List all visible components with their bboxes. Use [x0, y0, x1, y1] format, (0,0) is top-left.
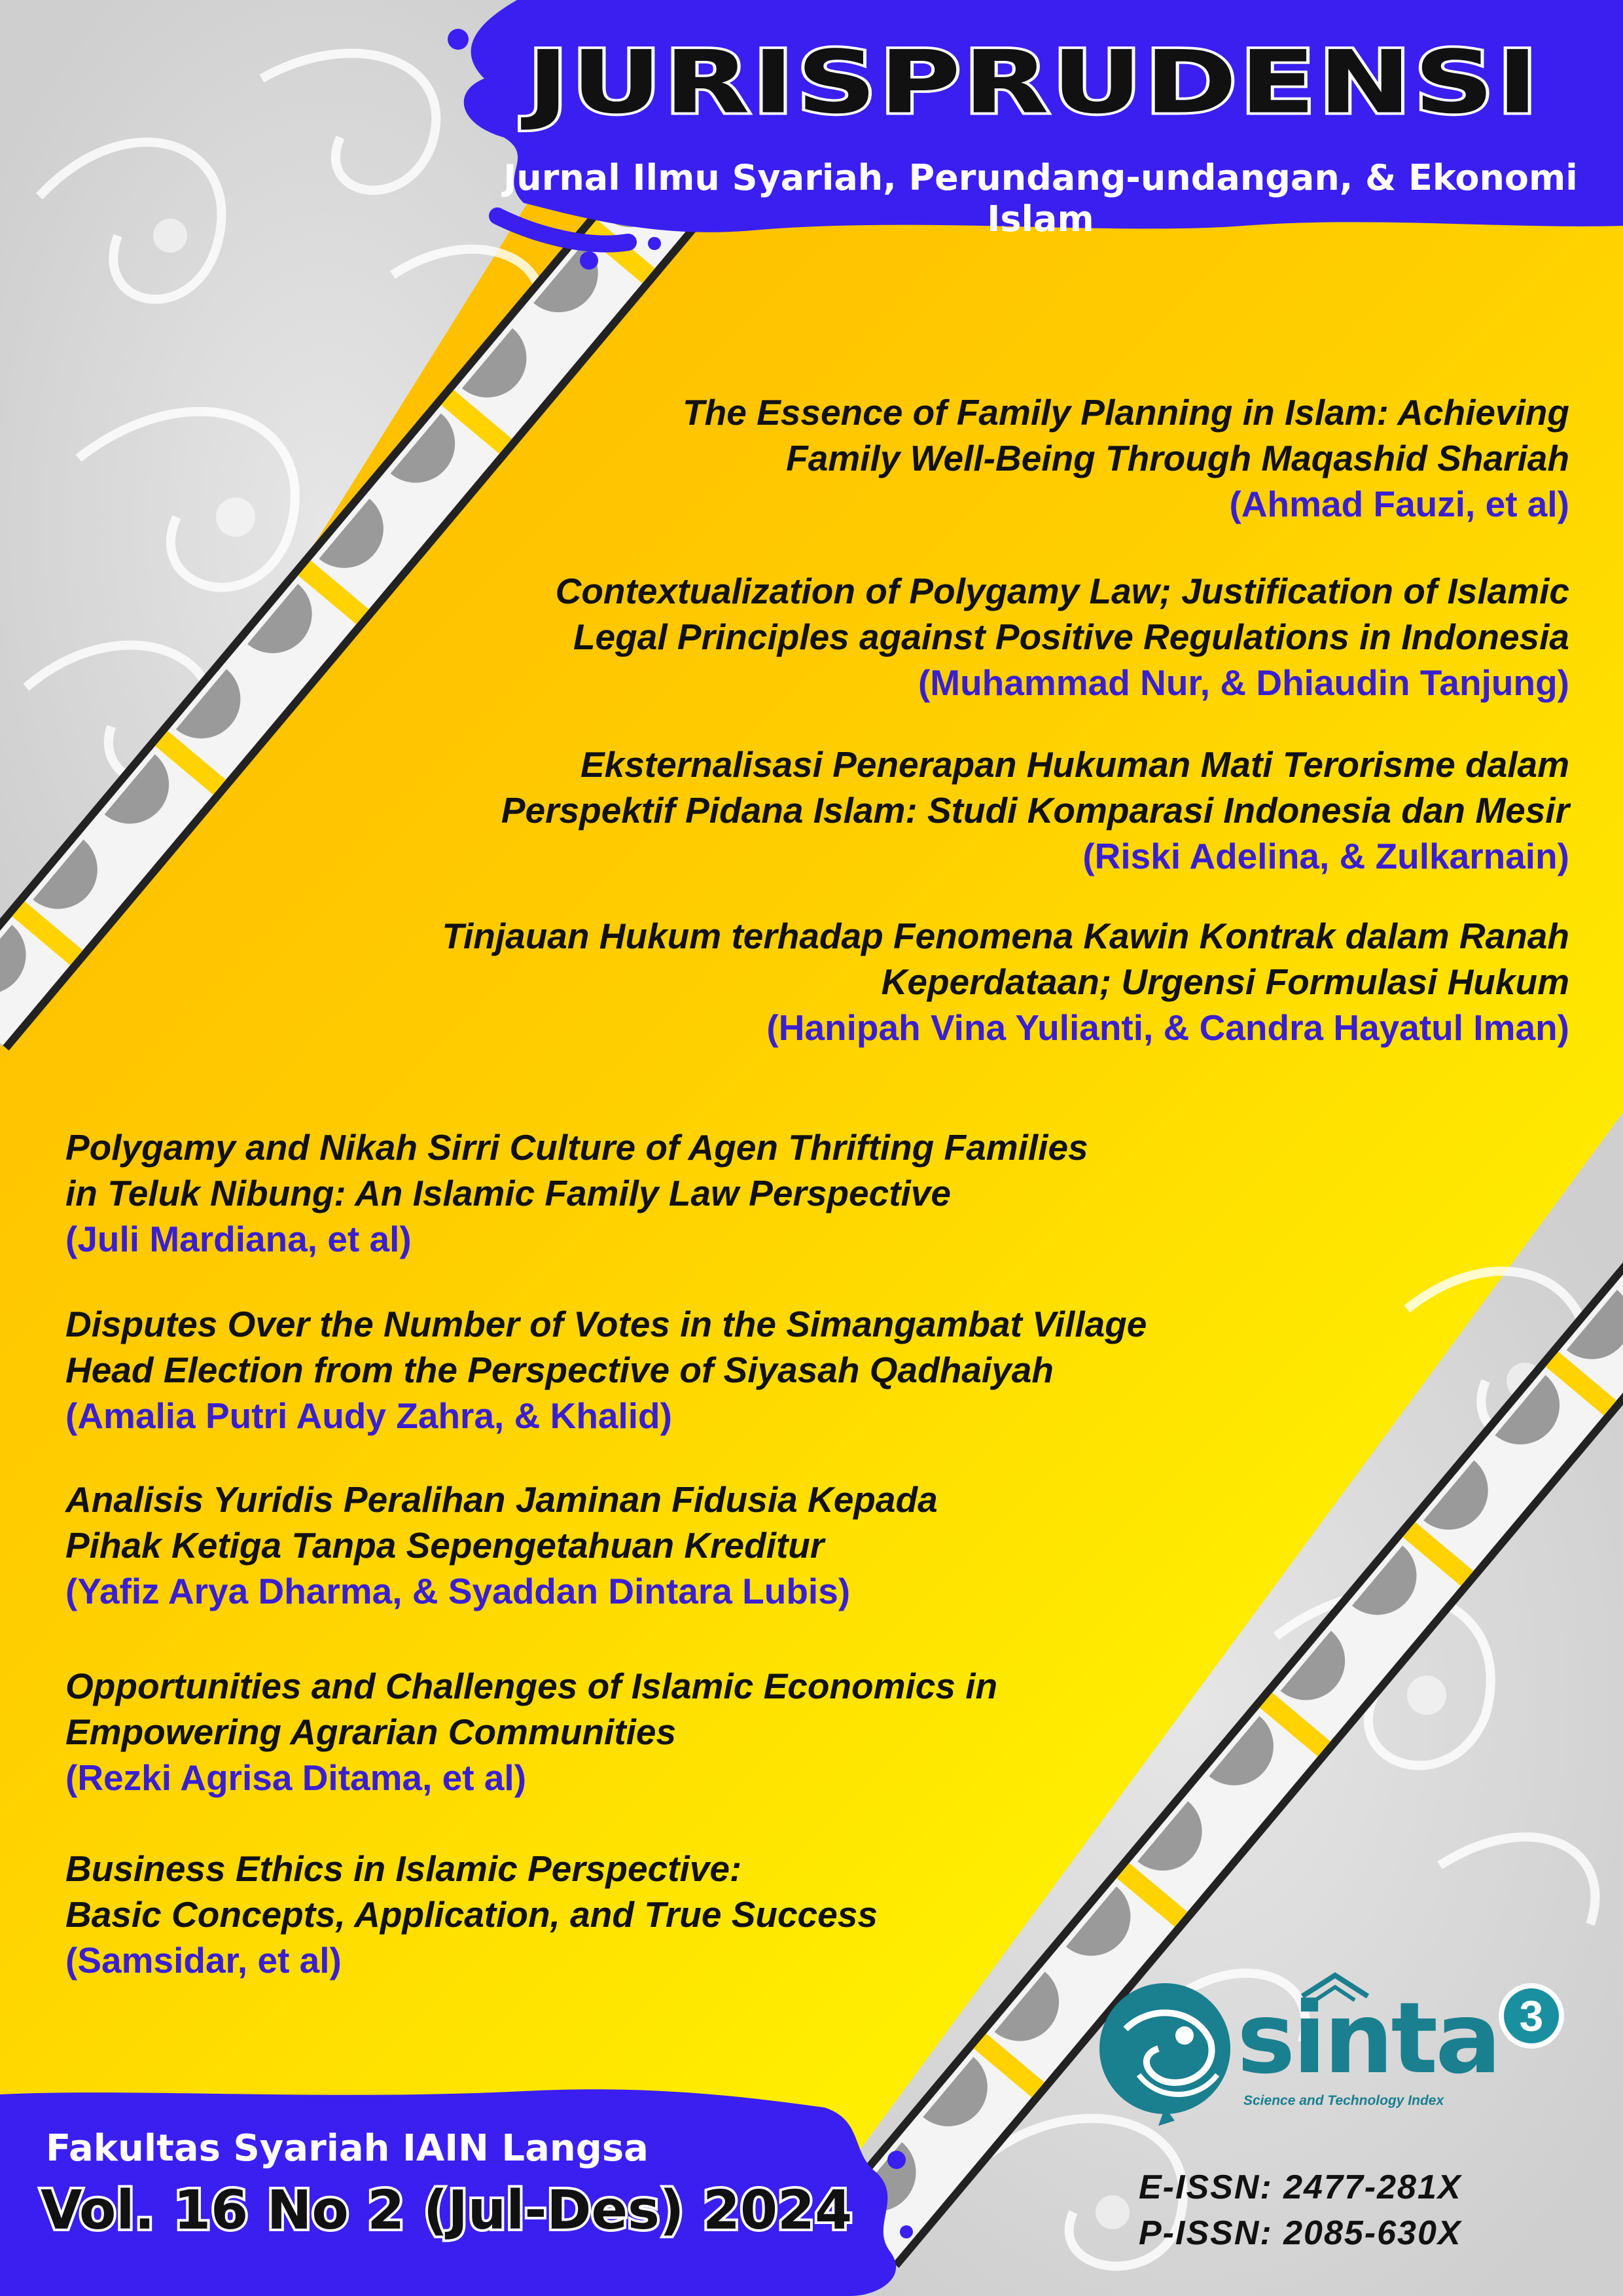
sinta-wordmark: sinta — [1237, 1982, 1499, 2096]
journal-title: JURISPRUDENSI — [527, 32, 1541, 134]
article-title-line: Tinjauan Hukum terhadap Fenomena Kawin Kontrak dalam Ranah — [442, 916, 1569, 956]
article-title-line: Eksternalisasi Penerapan Hukuman Mati Terorisme dalam — [580, 744, 1569, 785]
article-title-line: Head Election from the Perspective of Siyasah Qadhaiyah — [65, 1350, 1054, 1390]
article-entry — [65, 1663, 997, 1801]
article-title-line: Pihak Ketiga Tanpa Sepengetahuan Kreditur — [65, 1525, 825, 1566]
article-title-line: The Essence of Family Planning in Islam: Achieving — [683, 392, 1569, 433]
article-authors: (Muhammad Nur, & Dhiaudin Tanjung) — [918, 662, 1569, 703]
article-title-line: Perspektif Pidana Islam: Studi Komparasi Indonesia dan Mesir — [501, 790, 1569, 831]
faculty-name: Fakultas Syariah IAIN Langsa — [46, 2127, 649, 2170]
article-authors: (Hanipah Vina Yulianti, & Candra Hayatul Iman) — [766, 1007, 1569, 1048]
article-title-line: Family Well-Being Through Maqashid Shariah — [786, 438, 1569, 478]
article-authors: (Riski Adelina, & Zulkarnain) — [1082, 836, 1569, 876]
article-entry — [556, 568, 1569, 706]
article-entry — [683, 389, 1569, 527]
article-title-line: Opportunities and Challenges of Islamic Economics in — [65, 1666, 998, 1706]
article-title-line: Disputes Over the Number of Votes in the Simangambat Village — [65, 1304, 1147, 1344]
journal-subtitle: Jurnal Ilmu Syariah, Perundang-undangan, & Ekonomi Islam — [503, 157, 1578, 240]
article-entry — [442, 913, 1569, 1050]
article-authors: (Samsidar, et al) — [65, 1940, 342, 1981]
sinta-wayang-logo-icon — [1086, 1977, 1257, 2127]
article-title-line: Analisis Yuridis Peralihan Jaminan Fidusia Kepada — [65, 1479, 938, 1520]
article-authors: (Yafiz Arya Dharma, & Syaddan Dintara Lubis) — [65, 1571, 851, 1611]
article-entry — [501, 742, 1569, 879]
eissn: E-ISSN: 2477-281X — [1139, 2168, 1462, 2206]
article-title-line: Keperdataan; Urgensi Formulasi Hukum — [881, 961, 1569, 1002]
article-title-line: Polygamy and Nikah Sirri Culture of Agen Thrifting Families — [65, 1127, 1088, 1168]
article-title-line: Basic Concepts, Application, and True Success — [65, 1894, 878, 1935]
article-entry — [65, 1301, 1147, 1439]
article-authors: (Juli Mardiana, et al) — [65, 1219, 412, 1259]
article-title-line: in Teluk Nibung: An Islamic Family Law Perspective — [65, 1173, 951, 1213]
article-title-line: Legal Principles against Positive Regulations in Indonesia — [573, 617, 1569, 657]
sinta-rank-badge: 3 — [1499, 1983, 1564, 2049]
sinta-tagline: Science and Technology Index — [1243, 2093, 1444, 2108]
article-title-line: Contextualization of Polygamy Law; Justification of Islamic — [555, 571, 1569, 611]
article-authors: (Amalia Putri Audy Zahra, & Khalid) — [65, 1395, 672, 1436]
article-authors: (Ahmad Fauzi, et al) — [1229, 484, 1569, 524]
article-entry — [65, 1477, 938, 1614]
article-title-line: Business Ethics in Islamic Perspective: — [65, 1848, 742, 1889]
pissn: P-ISSN: 2085-630X — [1139, 2214, 1462, 2252]
article-title-line: Empowering Agrarian Communities — [65, 1712, 677, 1752]
article-entry — [65, 1124, 1088, 1262]
article-authors: (Rezki Agrisa Ditama, et al) — [65, 1757, 527, 1798]
article-entry — [65, 1846, 878, 1983]
volume-issue: Vol. 16 No 2 (Jul-Des) 2024 — [41, 2179, 853, 2242]
